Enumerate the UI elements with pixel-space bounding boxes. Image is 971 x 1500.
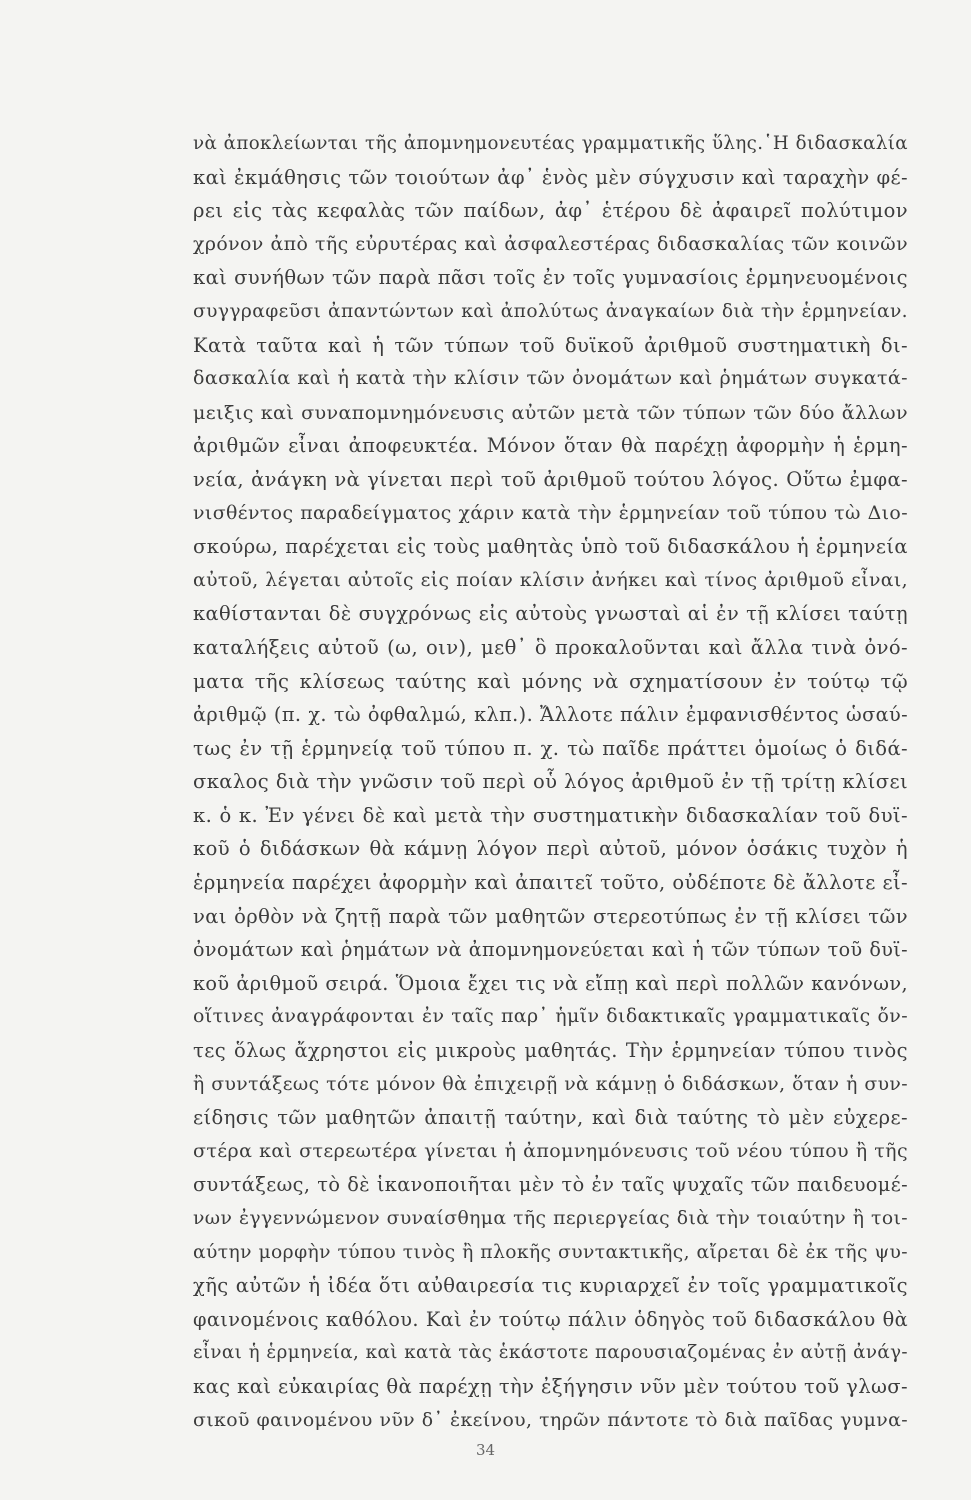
text-line: ρει εἰς τὰς κεφαλὰς τῶν παίδων, ἀφ᾽ ἑτέρου δὲ ἀφαιρεῖ πολύτιμον [193, 199, 908, 223]
text-line: Κατὰ ταῦτα καὶ ἡ τῶν τύπων τοῦ δυϊκοῦ ἀριθμοῦ συστηματικὴ δι- [193, 333, 908, 357]
text-line: οἵτινες ἀναγράφονται ἐν ταῖς παρ᾽ ἡμῖν διδακτικαῖς γραμματικαῖς ὄν- [193, 1005, 908, 1028]
text-line: μειξις καὶ συναπομνημόνευσις αὐτῶν μετὰ τῶν τύπων τῶν δύο ἄλλων [193, 400, 908, 424]
text-line: στέρα καὶ στερεωτέρα γίνεται ἡ ἀπομνημόνευσις τοῦ νέου τύπου ἢ τῆς [193, 1139, 908, 1162]
text-line: δασκαλία καὶ ἡ κατὰ τὴν κλίσιν τῶν ὀνομάτων καὶ ῥημάτων συγκατά- [193, 367, 908, 390]
text-line: κοῦ ἀριθμοῦ σειρά. Ὅμοια ἔχει τις νὰ εἴπῃ καὶ περὶ πολλῶν κανόνων, [193, 971, 908, 995]
text-line: φαινομένοις καθόλου. Καὶ ἐν τούτῳ πάλιν ὁδηγὸς τοῦ διδασκάλου θὰ [193, 1307, 908, 1331]
text-line: καὶ ἐκμάθησις τῶν τοιούτων ἀφ᾽ ἑνὸς μὲν σύγχυσιν καὶ ταραχὴν φέ- [193, 165, 908, 189]
text-line: ἢ συντάξεως τότε μόνον θὰ ἐπιχειρῇ νὰ κάμνῃ ὁ διδάσκων, ὅταν ἡ συν- [193, 1073, 908, 1095]
text-line: εἶναι ἡ ἑρμηνεία, καὶ κατὰ τὰς ἑκάστοτε παρουσιαζομένας ἐν αὐτῇ ἀνάγ- [193, 1342, 908, 1364]
text-line: νισθέντος παραδείγματος χάριν κατὰ τὴν ἑρμηνείαν τοῦ τύπου τὼ Διο- [193, 501, 908, 524]
text-line: καταλήξεις αὐτοῦ (ω, οιν), μεθ᾽ ὃ προκαλοῦνται καὶ ἄλλα τινὰ ὀνό- [193, 635, 908, 659]
text-line: ἀριθμῷ (π. χ. τὼ ὀφθαλμώ, κλπ.). Ἄλλοτε πάλιν ἐμφανισθέντος ὡσαύ- [193, 703, 908, 727]
text-line: νεία, ἀνάγκη νὰ γίνεται περὶ τοῦ ἀριθμοῦ τούτου λόγος. Οὕτω ἐμφα- [193, 467, 908, 491]
text-line: συντάξεως, τὸ δὲ ἱκανοποιῆται μὲν τὸ ἐν ταῖς ψυχαῖς τῶν παιδευομέ- [193, 1173, 908, 1197]
text-line: αύτην μορφὴν τύπου τινὸς ἢ πλοκῆς συντακτικῆς, αἴρεται δὲ ἐκ τῆς ψυ- [193, 1241, 908, 1263]
text-line: σικοῦ φαινομένου νῦν δ᾽ ἐκείνου, τηρῶν πάντοτε τὸ διὰ παῖδας γυμνα- [193, 1409, 908, 1431]
text-line: κας καὶ εὐκαιρίας θὰ παρέχῃ τὴν ἐξήγησιν νῦν μὲν τούτου τοῦ γλωσ- [193, 1374, 908, 1398]
text-line: αὐτοῦ, λέγεται αὐτοῖς εἰς ποίαν κλίσιν ἀνήκει καὶ τίνος ἀριθμοῦ εἶναι, [193, 569, 908, 591]
text-line: χρόνον ἀπὸ τῆς εὐρυτέρας καὶ ἀσφαλεστέρας διδασκαλίας τῶν κοινῶν [193, 232, 908, 255]
text-line: σκαλος διὰ τὴν γνῶσιν τοῦ περὶ οὗ λόγος ἀριθμοῦ ἐν τῇ τρίτῃ κλίσει [193, 770, 908, 794]
text-line: τες ὅλως ἄχρηστοι εἰς μικροὺς μαθητάς. Τὴν ἑρμηνείαν τύπου τινὸς [193, 1039, 908, 1063]
page-number: 34 [475, 1441, 496, 1460]
text-line: ναι ὀρθὸν νὰ ζητῇ παρὰ τῶν μαθητῶν στερεοτύπως ἐν τῇ κλίσει τῶν [193, 904, 908, 928]
text-line: χῆς αὐτῶν ἡ ἰδέα ὅτι αὐθαιρεσία τις κυριαρχεῖ ἐν τοῖς γραμματικοῖς [193, 1274, 908, 1298]
text-line: καθίστανται δὲ συγχρόνως εἰς αὐτοὺς γνωσταὶ αἱ ἐν τῇ κλίσει ταύτῃ [193, 602, 908, 626]
text-line: καὶ συνήθων τῶν παρὰ πᾶσι τοῖς ἐν τοῖς γυμνασίοις ἑρμηνευομένοις [193, 266, 908, 290]
text-line: κοῦ ὁ διδάσκων θὰ κάμνῃ λόγον περὶ αὐτοῦ, μόνον ὁσάκις τυχὸν ἡ [193, 837, 908, 861]
text-line: συγγραφεῦσι ἀπαντώντων καὶ ἀπολύτως ἀναγκαίων διὰ τὴν ἑρμηνείαν. [193, 300, 908, 322]
text-line: είδησις τῶν μαθητῶν ἀπαιτῇ ταύτην, καὶ διὰ ταύτης τὸ μὲν εὐχερε- [193, 1106, 908, 1130]
text-line: νων ἐγγεννώμενον συναίσθημα τῆς περιεργείας διὰ τὴν τοιαύτην ἢ τοι- [193, 1208, 908, 1229]
text-line: νὰ ἀποκλείωνται τῆς ἀπομνημονευτέας γραμματικῆς ὕλης.῾Η διδασκαλία [193, 133, 908, 154]
text-line: ἑρμηνεία παρέχει ἀφορμὴν καὶ ἀπαιτεῖ τοῦτο, οὐδέποτε δὲ ἄλλοτε εἶ- [193, 871, 908, 895]
text-line: τως ἐν τῇ ἑρμηνείᾳ τοῦ τύπου π. χ. τὼ παῖδε πράττει ὁμοίως ὁ διδά- [193, 736, 908, 760]
body-text [193, 127, 908, 1437]
text-line: ματα τῆς κλίσεως ταύτης καὶ μόνης νὰ σχηματίσουν ἐν τούτῳ τῷ [193, 669, 908, 693]
text-line: σκούρω, παρέχεται εἰς τοὺς μαθητὰς ὑπὸ τοῦ διδασκάλου ἡ ἑρμηνεία [193, 535, 908, 559]
text-line: ὀνομάτων καὶ ῥημάτων νὰ ἀπομνημονεύεται καὶ ἡ τῶν τύπων τοῦ δυϊ- [193, 938, 908, 962]
text-line: κ. ὁ κ. Ἐν γένει δὲ καὶ μετὰ τὴν συστηματικὴν διδασκαλίαν τοῦ δυϊ- [193, 803, 908, 827]
text-line: ἀριθμῶν εἶναι ἀποφευκτέα. Μόνον ὅταν θὰ παρέχῃ ἀφορμὴν ἡ ἑρμη- [193, 434, 908, 458]
